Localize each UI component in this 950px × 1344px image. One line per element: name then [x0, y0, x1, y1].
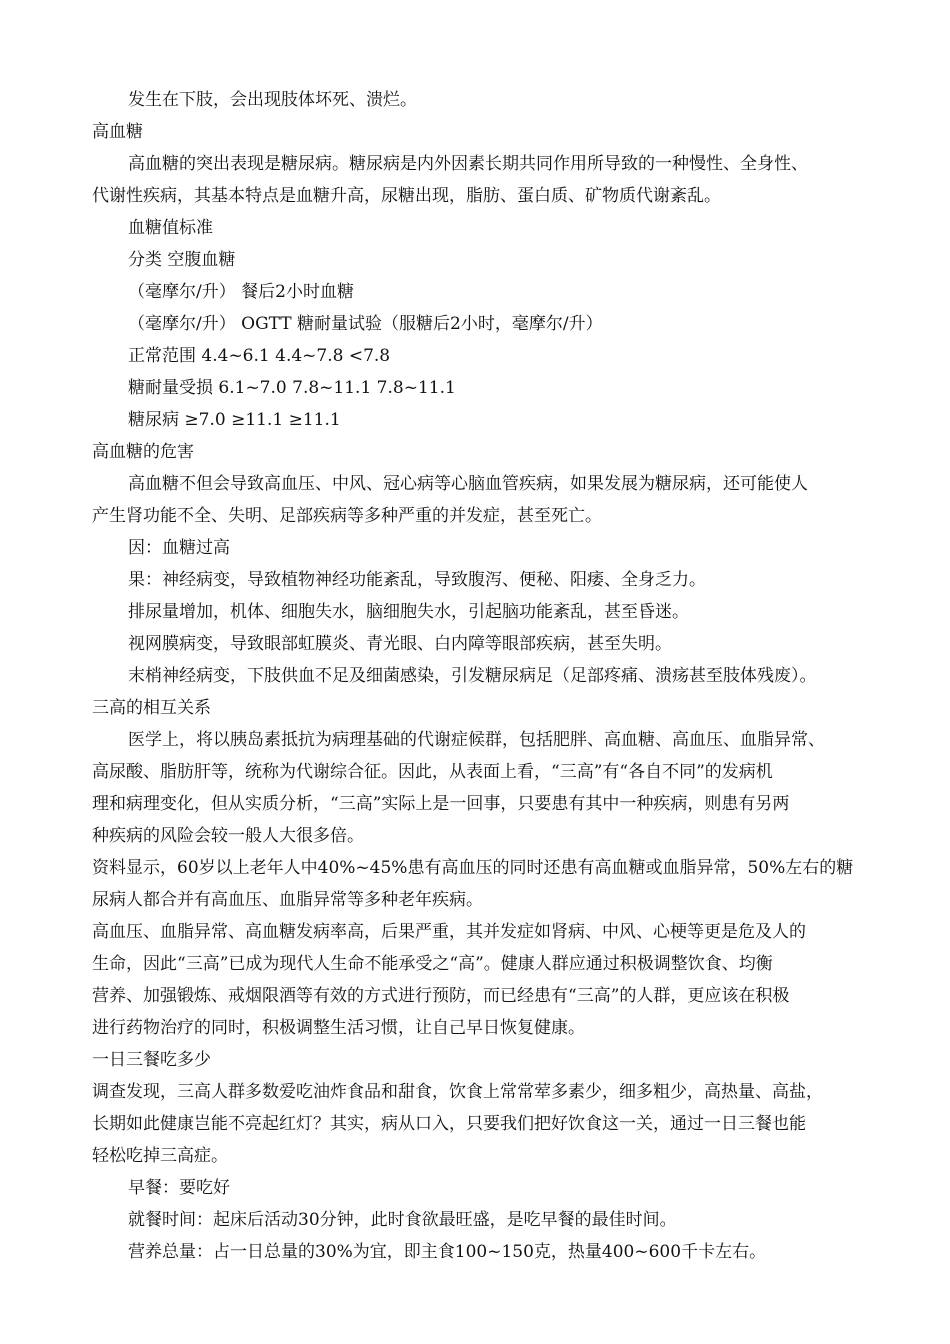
- text-line: 营养、加强锻炼、戒烟限酒等有效的方式进行预防，而已经患有“三高”的人群，更应该在积极: [92, 986, 790, 1006]
- text-line: 早餐：要吃好: [128, 1178, 230, 1198]
- text-line: 轻松吃掉三高症。: [92, 1146, 228, 1166]
- text-line: （毫摩尔/升） OGTT 糖耐量试验（服糖后2小时，毫摩尔/升）: [128, 314, 603, 334]
- text-line: 糖耐量受损 6.1~7.0 7.8~11.1 7.8~11.1: [128, 378, 456, 398]
- text-line: 高血糖: [92, 122, 143, 142]
- text-line: 三高的相互关系: [92, 698, 211, 718]
- text-line: 血糖值标准: [128, 218, 213, 238]
- document-body: [92, 84, 872, 1268]
- text-line: （毫摩尔/升） 餐后2小时血糖: [128, 282, 354, 302]
- text-line: 理和病理变化，但从实质分析，“三高”实际上是一回事，只要患有其中一种疾病，则患有另两: [92, 794, 790, 814]
- text-line: 一日三餐吃多少: [92, 1050, 211, 1070]
- text-line: 种疾病的风险会较一般人大很多倍。: [92, 826, 364, 846]
- text-line: 果：神经病变，导致植物神经功能紊乱，导致腹泻、便秘、阳痿、全身乏力。: [128, 570, 706, 590]
- text-line: 高尿酸、脂肪肝等，统称为代谢综合征。因此，从表面上看，“三高”有“各自不同”的发病机: [92, 762, 773, 782]
- text-line: 进行药物治疗的同时，积极调整生活习惯，让自己早日恢复健康。: [92, 1018, 585, 1038]
- text-line: 发生在下肢，会出现肢体坏死、溃烂。: [128, 90, 417, 110]
- text-line: 代谢性疾病，其基本特点是血糖升高，尿糖出现，脂肪、蛋白质、矿物质代谢紊乱。: [92, 186, 721, 206]
- text-line: 营养总量：占一日总量的30%为宜，即主食100~150克，热量400~600千卡左右。: [128, 1242, 767, 1262]
- text-line: 高血糖的突出表现是糖尿病。糖尿病是内外因素长期共同作用所导致的一种慢性、全身性、: [128, 154, 808, 174]
- text-line: 高血糖不但会导致高血压、中风、冠心病等心脑血管疾病，如果发展为糖尿病，还可能使人: [128, 474, 808, 494]
- text-line: 调查发现，三高人群多数爱吃油炸食品和甜食，饮食上常常荤多素少，细多粗少，高热量、高盐，: [92, 1082, 823, 1102]
- text-line: 资料显示，60岁以上老年人中40%~45%患有高血压的同时还患有高血糖或血脂异常，50%左右的糖: [92, 858, 854, 878]
- text-line: 视网膜病变，导致眼部虹膜炎、青光眼、白内障等眼部疾病，甚至失明。: [128, 634, 672, 654]
- text-line: 正常范围 4.4~6.1 4.4~7.8 <7.8: [128, 346, 391, 366]
- text-line: 产生肾功能不全、失明、足部疾病等多种严重的并发症，甚至死亡。: [92, 506, 602, 526]
- text-line: 末梢神经病变，下肢供血不足及细菌感染，引发糖尿病足（足部疼痛、溃疡甚至肢体残废）。: [128, 666, 817, 686]
- text-line: 高血压、血脂异常、高血糖发病率高，后果严重，其并发症如肾病、中风、心梗等更是危及人的: [92, 922, 806, 942]
- text-line: 生命，因此“三高”已成为现代人生命不能承受之“高”。健康人群应通过积极调整饮食、均衡: [92, 954, 773, 974]
- text-line: 医学上，将以胰岛素抵抗为病理基础的代谢症候群，包括肥胖、高血糖、高血压、血脂异常、: [128, 730, 825, 750]
- text-line: 就餐时间：起床后活动30分钟，此时食欲最旺盛，是吃早餐的最佳时间。: [128, 1210, 677, 1230]
- text-line: 分类 空腹血糖: [128, 250, 236, 270]
- text-line: 因：血糖过高: [128, 538, 230, 558]
- text-line: 高血糖的危害: [92, 442, 194, 462]
- text-line: 糖尿病 ≥7.0 ≥11.1 ≥11.1: [128, 410, 341, 430]
- text-line: 排尿量增加，机体、细胞失水，脑细胞失水，引起脑功能紊乱，甚至昏迷。: [128, 602, 689, 622]
- text-line: 尿病人都合并有高血压、血脂异常等多种老年疾病。: [92, 890, 483, 910]
- text-line: 长期如此健康岂能不亮起红灯？其实，病从口入，只要我们把好饮食这一关，通过一日三餐也能: [92, 1114, 806, 1134]
